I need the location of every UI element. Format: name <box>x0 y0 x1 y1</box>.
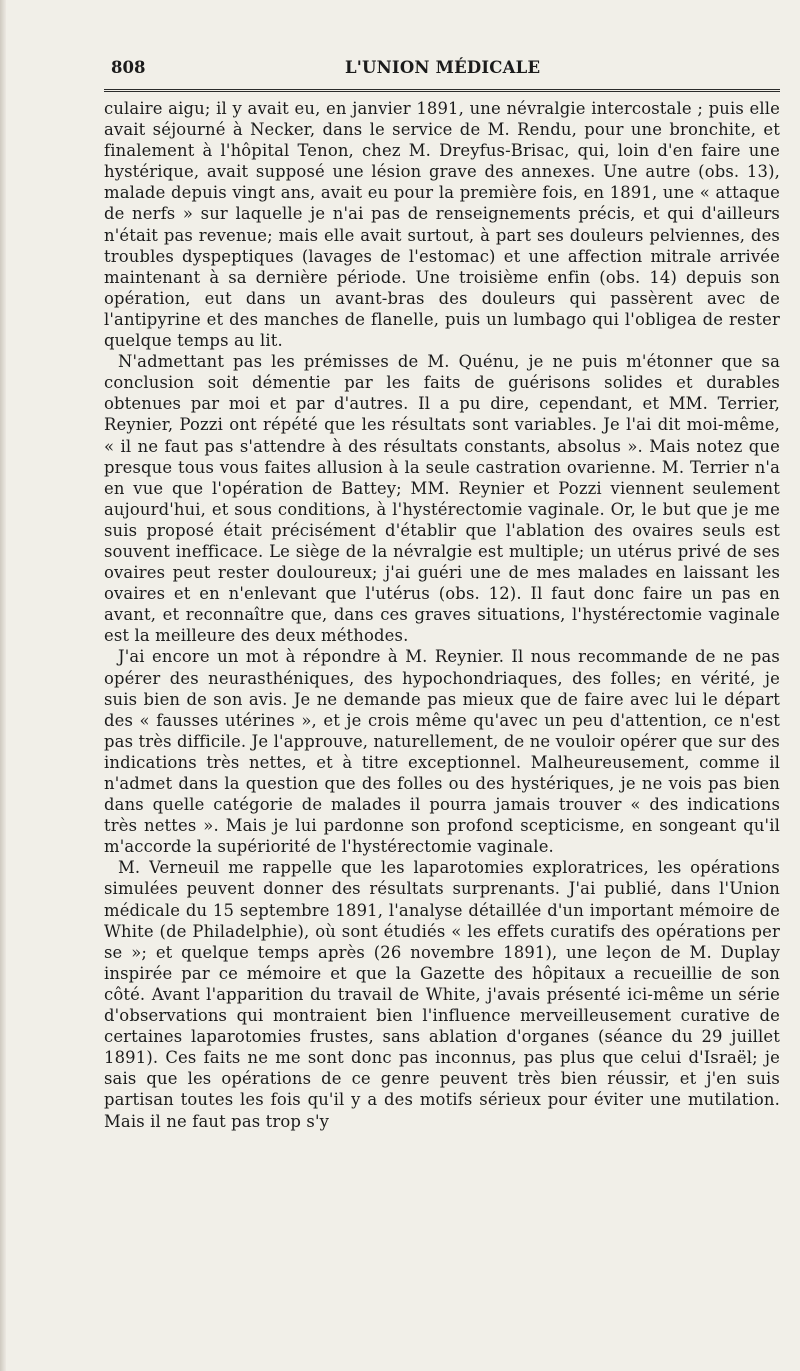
paragraph: N'admettant pas les prémisses de M. Quénu, je ne puis m'étonner que sa conclusion soit démentie par les faits de guérisons solides et durables obtenues par moi et par d'autres. Il a pu dire, cependant, et MM. Terrier, Reynier, Pozzi ont répété que les résultats sont variables. Je l'ai dit moi-même, « il ne faut pas s'attendre à des résultats constants, absolus ». Mais notez que presque tous vous faites allusion à la seule castration ovarienne. M. Terrier n'a en vue que l'opération de Battey; MM. Reynier et Pozzi viennent seulement aujourd'hui, et sous conditions, à l'hystérectomie vaginale. Or, le but que je me suis proposé était précisément d'établir que l'ablation des ovaires seuls est souvent inefficace. Le siège de la névralgie est multiple; un utérus privé de ses ovaires peut rester douloureux; j'ai guéri une de mes malades en laissant les ovaires et en n'enlevant que l'utérus (obs. 12). Il faut donc faire un pas en avant, et reconnaître que, dans ces graves situations, l'hystérectomie vaginale est la meilleure des deux méthodes. <box>104 352 780 646</box>
page-number: 808 <box>111 58 146 77</box>
running-title: L'UNION MÉDICALE <box>345 58 541 77</box>
body-text <box>104 98 780 1132</box>
paragraph: J'ai encore un mot à répondre à M. Reynier. Il nous recommande de ne pas opérer des neurasthéniques, des hypochondriaques, des folles; en vérité, je suis bien de son avis. Je ne demande pas mieux que de faire avec lui le départ des « fausses utérines », et je crois même qu'avec un peu d'attention, ce n'est pas très difficile. Je l'approuve, naturellement, de ne vouloir opérer que sur des indications très nettes, et à titre exceptionnel. Malheureusement, comme il n'admet dans la question que des folles ou des hystériques, je ne vois pas bien dans quelle catégorie de malades il pourra jamais trouver « des indications très nettes ». Mais je lui pardonne son profond scepticisme, en songeant qu'il m'accorde la supériorité de l'hystérectomie vaginale. <box>104 647 780 857</box>
header-rule <box>104 89 780 92</box>
page-edge-shadow <box>0 0 6 1371</box>
page-header <box>105 58 780 84</box>
paragraph: culaire aigu; il y avait eu, en janvier 1891, une névralgie intercostale ; puis elle avait séjourné à Necker, dans le service de M. Rendu, pour une bronchite, et finalement à l'hôpital Tenon, chez M. Dreyfus-Brisac, qui, loin d'en faire une hystérique, avait supposé une lésion grave des annexes. Une autre (obs. 13), malade depuis vingt ans, avait eu pour la première fois, en 1891, une « attaque de nerfs » sur laquelle je n'ai pas de renseignements précis, et qui d'ailleurs n'était pas revenue; mais elle avait surtout, à part ses douleurs pelviennes, des troubles dyspeptiques (lavages de l'estomac) et une affection mitrale arrivée maintenant à sa dernière période. Une troisième enfin (obs. 14) depuis son opération, eut dans un avant-bras des douleurs qui passèrent avec de l'antipyrine et des manches de flanelle, puis un lumbago qui l'obligea de rester quelque temps au lit. <box>104 99 780 351</box>
paragraph: M. Verneuil me rappelle que les laparotomies exploratrices, les opérations simulées peuvent donner des résultats surprenants. J'ai publié, dans l'Union médicale du 15 septembre 1891, l'analyse détaillée d'un important mémoire de White (de Philadelphie), où sont étudiés « les effets curatifs des opérations per se »; et quelque temps après (26 novembre 1891), une leçon de M. Duplay inspirée par ce mémoire et que la Gazette des hôpitaux a recueillie de son côté. Avant l'apparition du travail de White, j'avais présenté ici-même un série d'observations qui montraient bien l'influence merveilleusement curative de certaines laparotomies frustes, sans ablation d'organes (séance du 29 juillet 1891). Ces faits ne me sont donc pas inconnus, pas plus que celui d'Israël; je sais que les opérations de ce genre peuvent très bien réussir, et j'en suis partisan toutes les fois qu'il y a des motifs sérieux pour éviter une mutilation. Mais il ne faut pas trop s'y <box>104 858 780 1131</box>
